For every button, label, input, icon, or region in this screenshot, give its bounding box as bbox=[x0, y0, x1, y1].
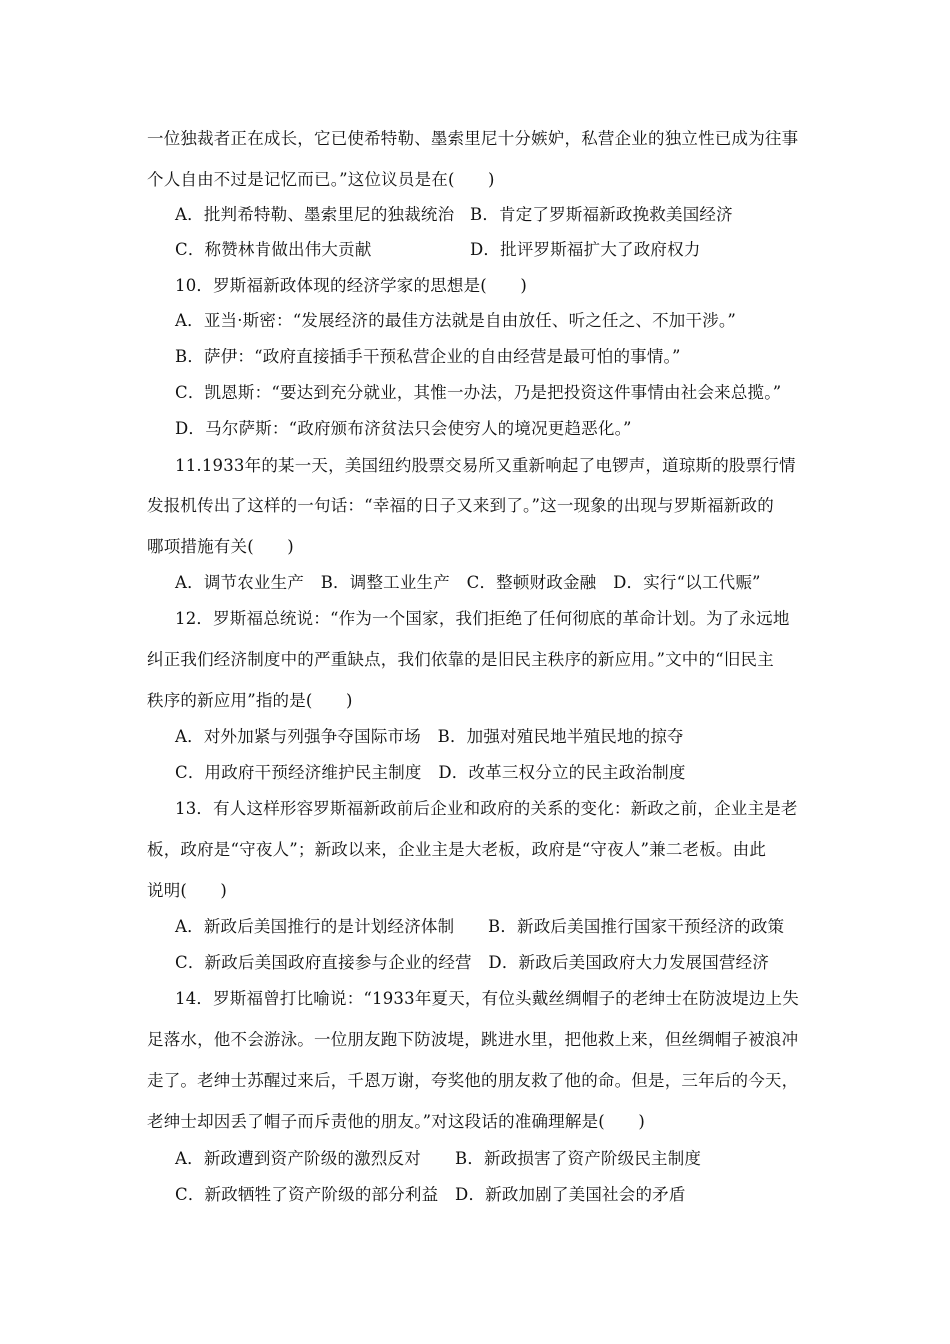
option-a: A．亚当·斯密：“发展经济的最佳方法就是自由放任、听之任之、不加干涉。” bbox=[175, 311, 736, 330]
options-row: C．用政府干预经济维护民主制度 D．改革三权分立的民主政治制度 bbox=[175, 763, 686, 782]
text-line: 纠正我们经济制度中的严重缺点，我们依靠的是旧民主秩序的新应用。”文中的“旧民主 bbox=[147, 650, 774, 669]
text-line: 走了。老绅士苏醒过来后，千恩万谢，夸奖他的朋友救了他的命。但是，三年后的今天， bbox=[147, 1071, 799, 1090]
text-line: 个人自由不过是记忆而已。”这位议员是在( ) bbox=[147, 170, 495, 189]
text-line: 老绅士却因丢了帽子而斥责他的朋友。”对这段话的准确理解是( ) bbox=[147, 1112, 645, 1131]
text-line: 板，政府是“守夜人”；新政以来，企业主是大老板，政府是“守夜人”兼二老板。由此 bbox=[147, 840, 767, 859]
text-line: 足落水，他不会游泳。一位朋友跑下防波堤，跳进水里，把他救上来，但丝绸帽子被浪冲 bbox=[147, 1030, 799, 1049]
option-c: C．称赞林肯做出伟大贡献 bbox=[175, 240, 372, 259]
options-row: C．新政牺牲了资产阶级的部分利益 D．新政加剧了美国社会的矛盾 bbox=[175, 1185, 686, 1204]
option-a: A．新政后美国推行的是计划经济体制 bbox=[175, 917, 455, 936]
option-b: B．新政后美国推行国家干预经济的政策 bbox=[488, 917, 785, 936]
question-12: 12．罗斯福总统说：“作为一个国家，我们拒绝了任何彻底的革命计划。为了永远地 bbox=[175, 609, 790, 628]
option-c: C．凯恩斯：“要达到充分就业，其惟一办法，乃是把投资这件事情由社会来总揽。” bbox=[175, 383, 782, 402]
option-d: D．马尔萨斯：“政府颁布济贫法只会使穷人的境况更趋恶化。” bbox=[175, 419, 632, 438]
text-line: 秩序的新应用”指的是( ) bbox=[147, 691, 353, 710]
option-b: B．肯定了罗斯福新政挽救美国经济 bbox=[470, 205, 733, 224]
option-b: B．新政损害了资产阶级民主制度 bbox=[455, 1149, 702, 1168]
text-line: 哪项措施有关( ) bbox=[147, 537, 294, 556]
option-d: D．批评罗斯福扩大了政府权力 bbox=[470, 240, 701, 259]
option-a: A．批判希特勒、墨索里尼的独裁统治 bbox=[175, 205, 455, 224]
options-row: A．对外加紧与列强争夺国际市场 B．加强对殖民地半殖民地的掠夺 bbox=[175, 727, 684, 746]
question-11: 11.1933年的某一天，美国纽约股票交易所又重新响起了电锣声，道琼斯的股票行情 bbox=[175, 456, 796, 475]
text-line: 一位独裁者正在成长，它已使希特勒、墨索里尼十分嫉妒，私营企业的独立性已成为往事 bbox=[147, 129, 799, 148]
options-row: A．调节农业生产 B．调整工业生产 C．整顿财政金融 D．实行“以工代赈” bbox=[175, 573, 761, 592]
option-b: B．萨伊：“政府直接插手干预私营企业的自由经营是最可怕的事情。” bbox=[175, 347, 681, 366]
options-row: C．新政后美国政府直接参与企业的经营 D．新政后美国政府大力发展国营经济 bbox=[175, 953, 770, 972]
text-line: 说明( ) bbox=[147, 881, 228, 900]
text-line: 发报机传出了这样的一句话：“幸福的日子又来到了。”这一现象的出现与罗斯福新政的 bbox=[147, 496, 774, 515]
question-13: 13．有人这样形容罗斯福新政前后企业和政府的关系的变化：新政之前，企业主是老 bbox=[175, 799, 798, 818]
option-a: A．新政遭到资产阶级的激烈反对 bbox=[175, 1149, 421, 1168]
question-10: 10．罗斯福新政体现的经济学家的思想是( ) bbox=[175, 276, 527, 295]
question-14: 14．罗斯福曾打比喻说：“1933年夏天，有位头戴丝绸帽子的老绅士在防波堤边上失 bbox=[175, 989, 799, 1008]
